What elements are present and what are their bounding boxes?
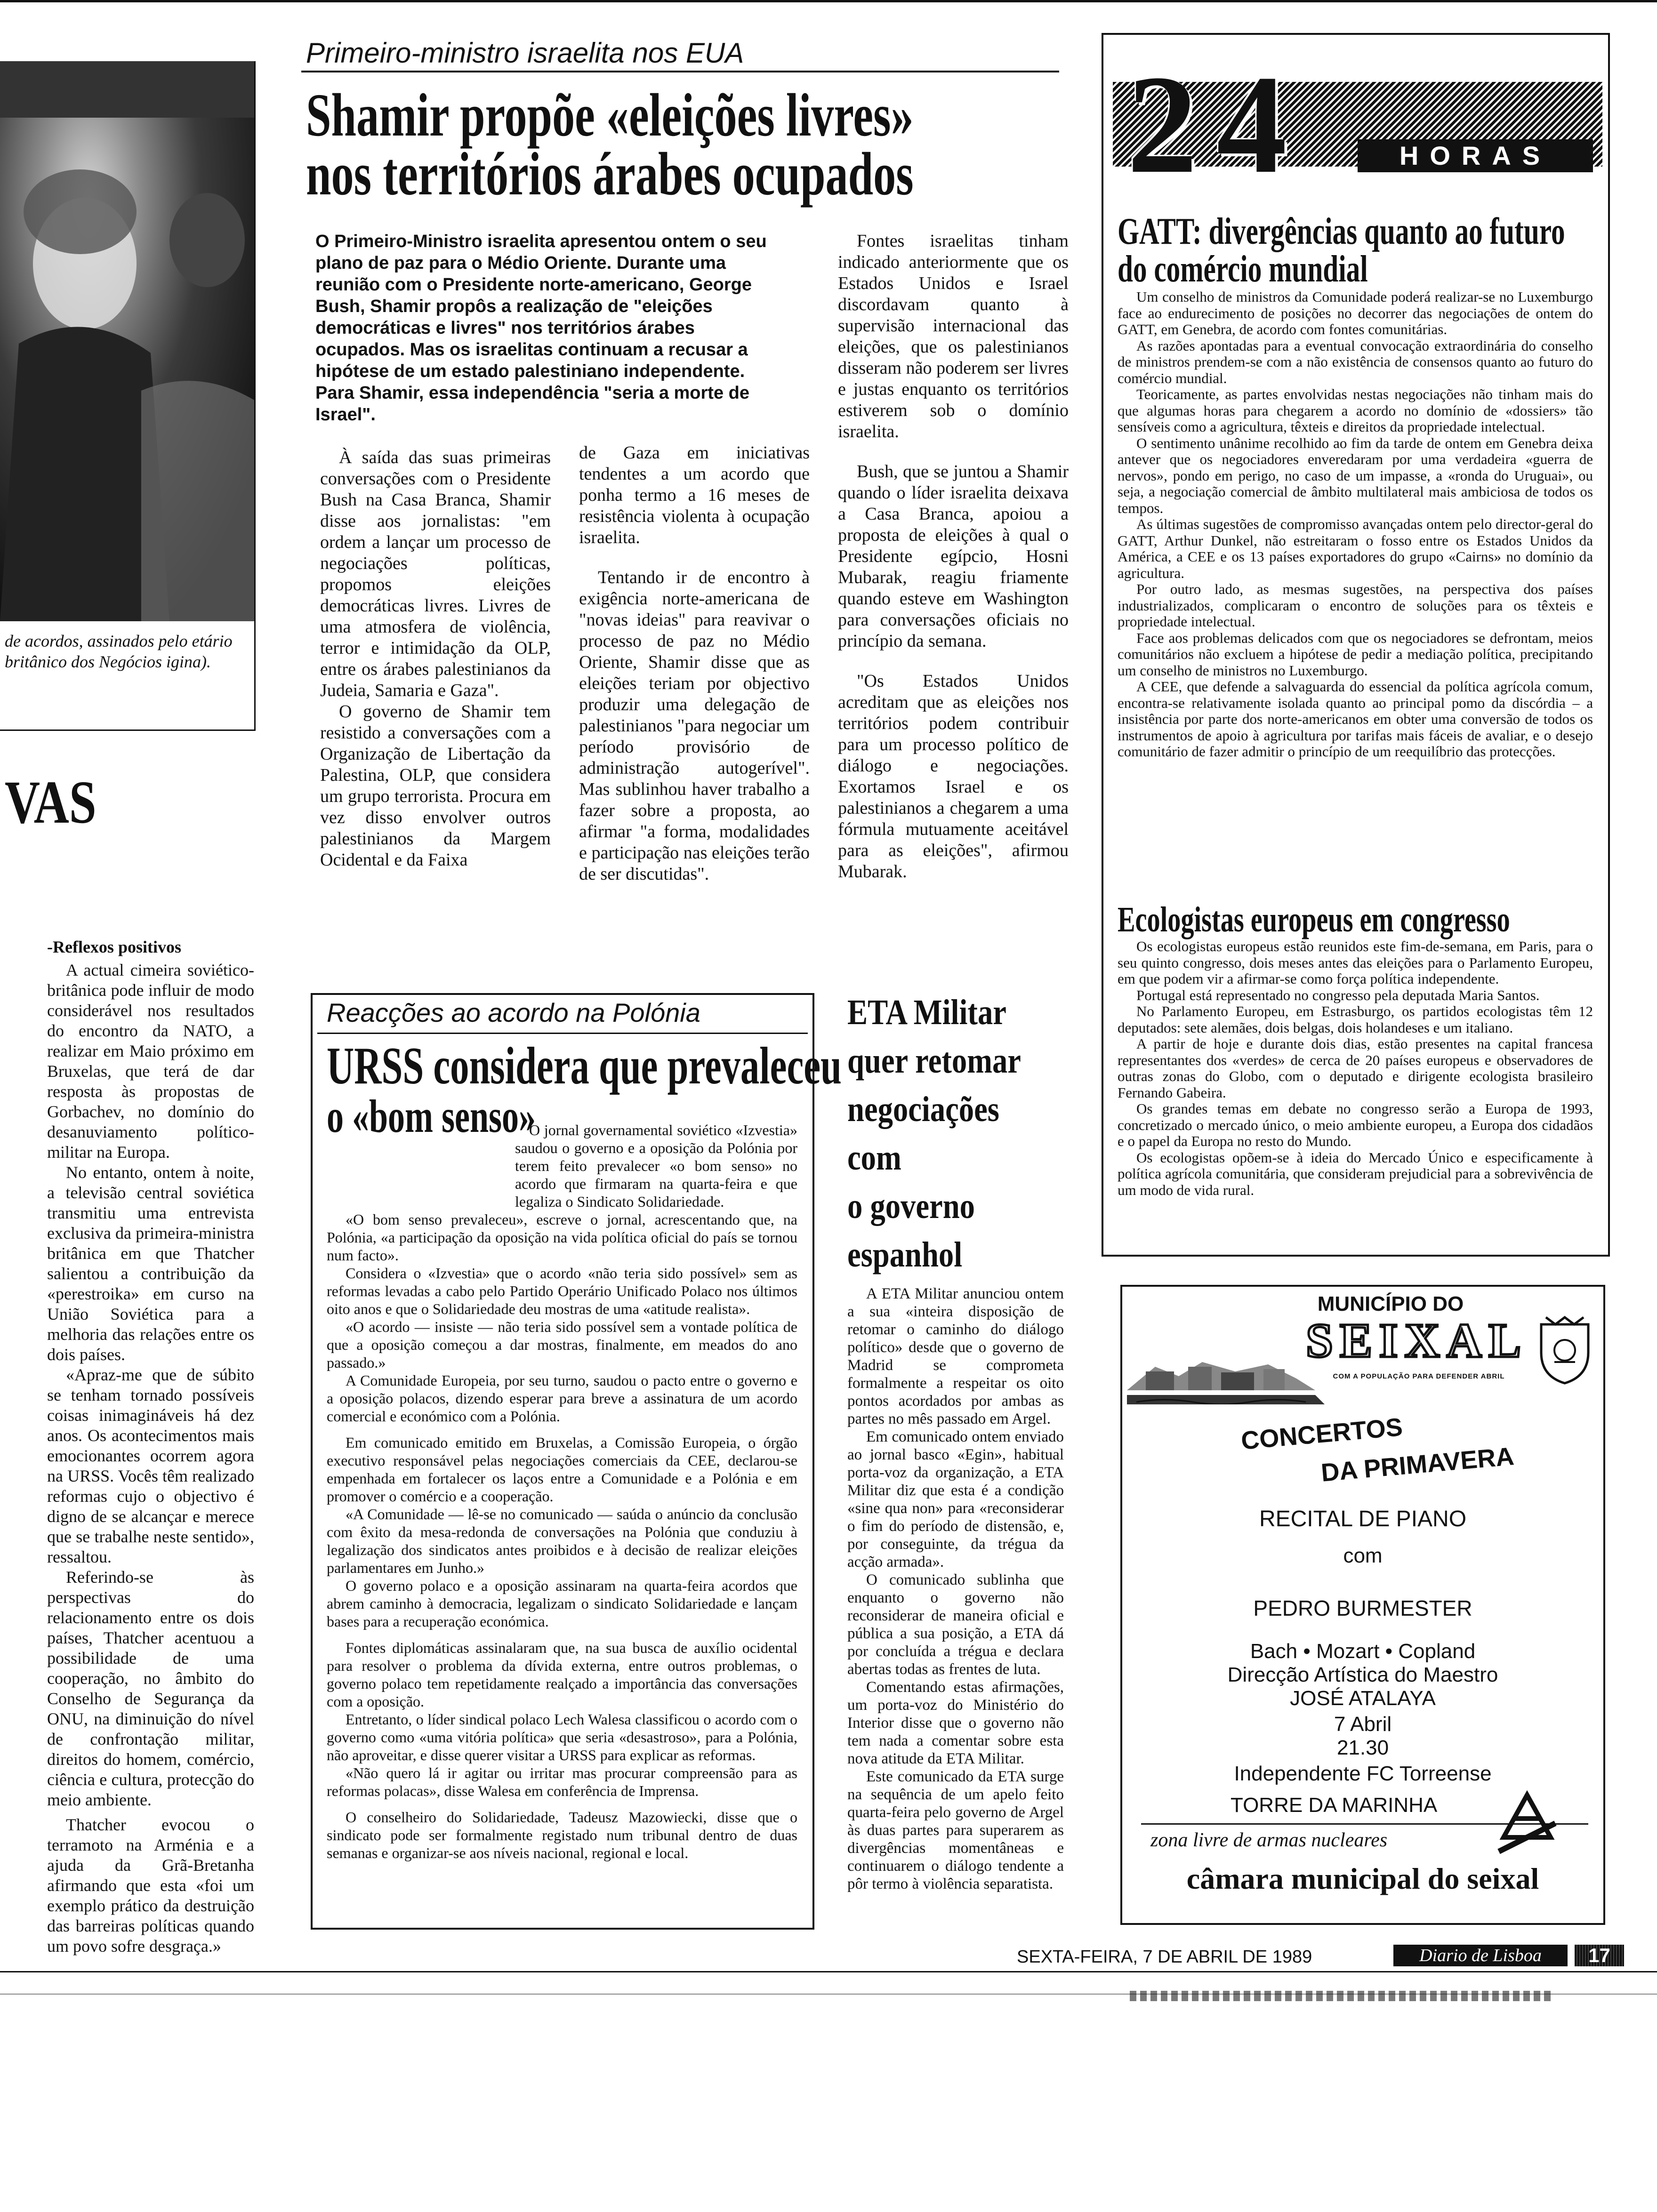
horas-label: HORAS	[1358, 139, 1593, 172]
shamir-paragraph: "Os Estados Unidos acreditam que as eleições nos territórios podem contribuir para um processo político de diálogo e negociações. Exortamos Israel e os palestinianos a chegarem a uma fórmula mutuamente aceitável para as eleições", afirmou Mubarak.	[838, 671, 1069, 882]
urss-paragraph: O governo polaco e a oposição assinaram na quarta-feira acordos que abrem caminho à democracia, legalizam o sindicato Solidariedade e lançam bases para a recuperação económica.	[327, 1577, 797, 1630]
ad-direction: Direcção Artística do Maestro	[1227, 1663, 1498, 1686]
ad-date: 7 Abril	[1334, 1713, 1392, 1736]
seixal-ad	[1120, 1285, 1605, 1925]
ad-recital: RECITAL DE PIANO	[1259, 1507, 1467, 1531]
eta-headline-line: negociações	[847, 1090, 999, 1129]
ad-torre: TORRE DA MARINHA	[1231, 1794, 1438, 1817]
urss-kicker: Reacções ao acordo na Polónia	[327, 998, 700, 1027]
eta-headline	[847, 988, 1064, 1279]
footer-page-number: 17	[1575, 1945, 1624, 1966]
gatt-paragraph: A CEE, que defende a salvaguarda do essencial da política agrícola comum, encontra-se relativamente isolada quanto ao principal pomo da discórdia – a insistência por parte dos norte-americanos em obter uma conversão de todos os instrumentos de apoio à agricultura por tarifas mais fáceis de avaliar, e o desejo comunitário de fazer admitir o princípio de um reequilíbrio das protecções.	[1118, 678, 1593, 760]
urss-paragraph: «A Comunidade — lê-se no comunicado — saúda o anúncio da conclusão com êxito da mesa-redonda de conversações na Polónia que conduziu à legalização dos sindicatos antes proibidos e à decisão de realizar eleições parlamentares em Junho.»	[327, 1506, 797, 1576]
eta-headline-line: o governo	[847, 1186, 975, 1226]
eta-headline-line: ETA Militar	[847, 993, 1006, 1032]
left-paragraph: «Apraz-me que de súbito se tenham tornado possíveis coisas inimagináveis há dez anos. Os acontecimentos mais emocionantes ocorrem agora na URSS. Vocês têm realizado reformas cujo o objectivo é digno de se alcançar e merece que se trabalhe neste sentido», ressaltou.	[47, 1365, 254, 1566]
eta-headline-line: com	[847, 1138, 901, 1178]
gatt-paragraph: Face aos problemas delicados com que os negociadores se defrontam, meios comunitários não excluem a hipótese de pedir a mediação política, precipitando um conselho de ministros no Luxemburgo.	[1118, 629, 1593, 679]
ad-program: Bach • Mozart • Copland	[1250, 1640, 1476, 1663]
gatt-paragraph: As razões apontadas para a eventual convocação extraordinária do conselho de ministros prendem-se com a não existência de consensos quanto ao futuro do comércio mundial.	[1118, 337, 1593, 386]
gatt-paragraph: Teoricamente, as partes envolvidas nestas negociações não tinham mais do que algumas horas para chegarem a acordo no domínio de «dossiers» tão sensíveis como a agricultura, têxteis e direitos da propriedade intelectual.	[1118, 386, 1593, 435]
urss-paragraph: A Comunidade Europeia, por seu turno, saudou o pacto entre o governo e a oposição polacos, dizendo esperar para breve a assinatura de um acordo comercial e económico com a Polónia.	[327, 1372, 797, 1425]
ad-seixal-logo: SEIXAL	[1306, 1314, 1528, 1368]
ad-divider	[1141, 1823, 1588, 1825]
eta-headline-line: quer retomar	[847, 1041, 1021, 1081]
urss-paragraph: Entretanto, o líder sindical polaco Lech Walesa classificou o acordo com o governo como «uma vitória política» que seria «desastroso», para a Polónia, não aproveitar, e disse querer visitar a URSS para explicar as reformas.	[327, 1711, 797, 1763]
left-paragraph: A actual cimeira soviético-britânica pode influir de modo considerável nos resultados do encontro da NATO, a realizar em Maio próximo em Bruxelas, que terá de dar resposta às propostas de Gorbachev, no domínio do desanuviamento político-militar na Europa.	[47, 961, 254, 1162]
left-body	[47, 960, 254, 1956]
ad-maestro: JOSÉ ATALAYA	[1290, 1687, 1436, 1710]
urss-paragraph: Em comunicado emitido em Bruxelas, a Comissão Europeia, o órgão executivo responsável pelas negociações comerciais da CEE, declarou-se empenhada em fortalecer os laços entre a Comunidade e a Polónia e em promover o comércio e a cooperação.	[327, 1434, 797, 1505]
top-rule	[0, 0, 1657, 2]
seixal-ad-header	[1127, 1291, 1601, 1404]
eta-paragraph: O comunicado sublinha que enquanto o governo não reconsiderar de maneira oficial e pública a sua posição, a ETA dá por concluída a trégua e declara abertas todas as frentes de luta.	[847, 1571, 1064, 1678]
shamir-kicker-rule	[301, 71, 1059, 72]
coat-of-arms-icon	[1536, 1315, 1593, 1386]
thatcher-photo	[0, 61, 254, 621]
shamir-paragraph: Fontes israelitas tinham indicado anteriormente que os Estados Unidos e Israel discordavam quanto à supervisão internacional das eleições, que os palestinianos disseram não poderem ser livres e justas enquanto os territórios estiverem sob o domínio israelita.	[838, 231, 1069, 441]
urss-paragraph: «Não quero lá ir agitar ou irritar mas procurar compreensão para as reformas polacas», disse Walesa em conferência de Imprensa.	[327, 1764, 797, 1799]
horas-digits: 24	[1127, 46, 1306, 202]
footer-paper-name: Diario de Lisboa	[1393, 1945, 1568, 1966]
ad-primavera: DA PRIMAVERA	[1320, 1442, 1515, 1487]
photo-image	[0, 61, 254, 621]
shamir-col3	[838, 231, 1069, 882]
eta-body	[847, 1285, 1064, 1893]
eco-headline: Ecologistas europeus em congresso	[1118, 900, 1510, 939]
eco-paragraph: Portugal está representado no congresso pela deputada Maria Santos.	[1136, 986, 1540, 1003]
gatt-paragraph: As últimas sugestões de compromisso avançadas ontem pelo director-geral do GATT, Arthur Dunkel, não estreitaram o fosso entre os Estados Unidos da América, a CEE e os 13 países exportadores do grupo «Cairns» no domínio da agricultura.	[1118, 516, 1593, 581]
footer-date: SEXTA-FEIRA, 7 DE ABRIL DE 1989	[1017, 1947, 1312, 1967]
left-section-fragment: VAS	[5, 769, 97, 836]
gatt-paragraph: Por outro lado, as mesmas sugestões, na perspectiva dos países industrializados, complicaram o encontro de soluções para os têxteis e propriedade intelectual.	[1118, 581, 1593, 630]
ad-camara: câmara municipal do seixal	[1186, 1862, 1539, 1895]
left-subhead: -Reflexos positivos	[47, 938, 181, 956]
photo-caption: de acordos, assinados pelo etário britânico dos Negócios igina).	[5, 632, 233, 671]
eta-paragraph: Comentando estas afirmações, um porta-voz do Ministério do Interior disse que o governo não tem nada a comentar sobre esta nova atitude da ETA Militar.	[847, 1679, 1064, 1767]
ad-concertos: CONCERTOS	[1240, 1413, 1404, 1455]
urss-headline-1: URSS considera que prevaleceu	[327, 1037, 842, 1095]
eta-paragraph: Em comunicado ontem enviado ao jornal basco «Egin», habitual porta-voz da organização, a ETA Militar diz que esta é a condição «sine qua non» para «reconsiderar o fim do período de distensão, e, por conseguinte, da trégua da acção armada».	[847, 1428, 1064, 1571]
eta-paragraph: A ETA Militar anunciou ontem a sua «inteira disposição de retomar o caminho do diálogo político» desde que o governo de Madrid se comprometa formalmente a respeitar os oito pontos acordados por ambas as partes no mês passado em Argel.	[847, 1285, 1064, 1427]
eco-paragraph: A partir de hoje e durante dois dias, estão presentes na capital francesa representantes dos «verdes» de cerca de 20 países europeus e observadores de outras zonas do Globo, com o deputado e dirigente ecologista brasileiro Fernando Gabeira.	[1118, 1035, 1593, 1101]
left-paragraph: No entanto, ontem à noite, a televisão central soviética transmitiu uma entrevista exclusiva da primeira-ministra britânica em que Thatcher salientou a contribuição da «perestroika» em curso na União Soviética para a melhoria das relações entre os dois países.	[47, 1163, 254, 1364]
shamir-headline-1: Shamir propõe «eleições livres»	[306, 81, 914, 149]
bottom-rule	[0, 1994, 1657, 1995]
ad-tagline: COM A POPULAÇÃO PARA DEFENDER ABRIL	[1333, 1372, 1505, 1380]
bleed-through-strip	[1130, 1991, 1553, 2001]
shamir-paragraph: Bush, que se juntou a Shamir quando o líder israelita deixava a Casa Branca, apoiou a proposta de eleições à qual o Presidente egípcio, Hosni Mubarak, reagiu friamente quando esteve em Washington para conversações oficiais no princípio da semana.	[838, 462, 1069, 651]
shamir-paragraph: de Gaza em iniciativas tendentes a um acordo que ponha termo a 16 meses de resistência violenta à ocupação israelita.	[579, 443, 810, 547]
ad-time: 21.30	[1336, 1736, 1389, 1759]
shamir-col1	[320, 447, 551, 871]
urss-headline-2: o «bom senso»	[327, 1090, 536, 1142]
eco-paragraph: Os ecologistas europeus estão reunidos este fim-de-semana, em Paris, para o seu quinto congresso, dois meses antes das eleições para o Parlamento Europeu, em que podem vir a afirmar-se como força política independente.	[1118, 938, 1593, 987]
peace-symbol-icon	[1494, 1786, 1560, 1856]
gatt-headline-2: do comércio mundial	[1118, 248, 1368, 290]
ad-nuclear: zona livre de armas nucleares	[1150, 1829, 1388, 1851]
eco-paragraph: Os grandes temas em debate no congresso serão a Europa de 1993, concretizado o mercado único, o meio ambiente europeu, a Europa dos cidadãos e o papel da Europa no resto do Mundo.	[1118, 1100, 1593, 1149]
shamir-lead: O Primeiro-Ministro israelita apresentou ontem o seu plano de paz para o Médio Oriente. Durante uma reunião com o Presidente norte-americano, George Bush, Shamir propôs a realização de "eleições democráticas e livres" nos territórios árabes ocupados. Mas os israelitas continuam a recusar a hipótese de um estado palestiniano independente. Para Shamir, essa independência "seria a morte de Israel".	[315, 232, 767, 425]
urss-paragraph: «O acordo — insiste — não teria sido possível sem a vontade política de que a oposição começou a dar mostras, finalmente, em meados do ano passado.»	[327, 1318, 797, 1371]
gatt-paragraph: Um conselho de ministros da Comunidade poderá realizar-se no Luxemburgo face ao endurecimento de posições no decorrer das negociações de ontem do GATT, em Genebra, de acordo com fontes comunitárias.	[1118, 289, 1593, 337]
urss-paragraph: Fontes diplomáticas assinalaram que, na sua busca de auxílio ocidental para resolver o problema da dívida externa, entre outros problemas, o governo polaco tem repetidamente realçado a importância das conversações com a oposição.	[327, 1639, 797, 1710]
seixal-coat-of-arms	[1536, 1315, 1593, 1386]
ad-pianist: PEDRO BURMESTER	[1253, 1596, 1472, 1620]
shamir-paragraph: O governo de Shamir tem resistido a conversações com a Organização de Libertação da Palestina, OLP, que considera um grupo terrorista. Procura em vez disso envolver outros palestinianos da Margem Ocidental e da Faixa	[320, 702, 551, 870]
shamir-paragraph: Tentando ir de encontro à exigência norte-americana de "novas ideias" para reavivar o processo de paz no Médio Oriente, Shamir disse que as eleições teriam por objectivo produzir uma delegação de palestinianos "para negociar um período provisório de administração autogerível". Mas sublinhou haver trabalho a fazer sobre a proposta, ao afirmar "a forma, modalidades e participação nas eleições terão de ser discutidas".	[579, 568, 810, 884]
eco-paragraph: Os ecologistas opõem-se à ideia do Mercado Único e especificamente à política agrícola comunitária, que consideram prejudicial para a sobrevivência de um modo de vida rural.	[1118, 1149, 1593, 1198]
ad-com: com	[1343, 1544, 1383, 1567]
gatt-paragraph: O sentimento unânime recolhido ao fim da tarde de ontem em Genebra deixa antever que os negociadores enveredaram por uma verdadeira «guerra de nervos», pondo em perigo, no caso de um impasse, a «ronda do Uruguai», ou seja, a negociação comercial de âmbito multilateral mais ambiciosa de todos os tempos.	[1118, 434, 1593, 516]
eta-headline-line: espanhol	[847, 1235, 963, 1274]
gatt-body	[1118, 289, 1593, 760]
ad-peace-logo	[1494, 1786, 1560, 1856]
left-paragraph: Referindo-se às perspectivas do relacionamento entre os dois países, Thatcher acentuou a possibilidade de uma cooperação, no âmbito do Conselho de Segurança da ONU, na diminuição do nível de confrontação militar, direitos do homem, comércio, ciência e cultura, protecção do meio ambiente.	[47, 1568, 254, 1809]
eco-body	[1118, 938, 1593, 1198]
urss-body	[327, 1121, 797, 1862]
gatt-headline-1: GATT: divergências quanto ao futuro	[1118, 211, 1565, 252]
horas-box	[1102, 33, 1610, 1257]
left-article	[47, 937, 254, 1956]
shamir-headline-2: nos territórios árabes ocupados	[306, 140, 914, 208]
shamir-col2	[579, 442, 810, 885]
footer-rule	[0, 1971, 1657, 1972]
shamir-kicker: Primeiro-ministro israelita nos EUA	[306, 37, 744, 69]
urss-kicker-rule	[317, 1033, 808, 1034]
urss-box	[311, 993, 842, 1930]
eco-paragraph: No Parlamento Europeu, em Estrasburgo, os partidos ecologistas têm 12 deputados: sete alemães, dois belgas, dois holandeses e um italiano.	[1118, 1003, 1593, 1036]
shamir-paragraph: À saída das suas primeiras conversações com o Presidente Bush na Casa Branca, Shamir disse aos jornalistas: "em ordem a lançar um processo de negociações políticas, propomos eleições democráticas livres. Livres de uma atmosfera de violência, terror e intimidação da OLP, entre os árabes palestinianos da Judeia, Samaria e Gaza".	[320, 448, 551, 700]
left-paragraph: Thatcher evocou o terramoto na Arménia e a ajuda da Grã-Bretanha afirmando que esta «foi um exemplo prático da destruição das barreiras políticas quando um povo sofre desgraça.»	[47, 1815, 254, 1956]
urss-paragraph: O jornal governamental soviético «Izvestia» saudou o governo e a oposição da Polónia por terem feito prevalecer «o bom senso» no acordo que firmaram na quarta-feira e que legaliza o Sindicato Solidariedade.	[515, 1122, 797, 1210]
ad-venue: Independente FC Torreense	[1234, 1762, 1492, 1785]
urss-paragraph: Considera o «Izvestia» que o acordo «não teria sido possível» sem as reformas levadas a cabo pelo Partido Operário Unificado Polaco nos últimos oito anos e que o Solidariedade deu mostras de uma «atitude realista».	[327, 1265, 797, 1317]
eta-paragraph: Este comunicado da ETA surge na sequência de um apelo feito quarta-feira pelo governo de Argel às duas partes para superarem as divergências momentâneas e continuarem o diálogo tendente a pôr termo à violência separatista.	[847, 1768, 1064, 1892]
urss-paragraph: «O bom senso prevaleceu», escreve o jornal, acrescentando que, na Polónia, «a participação da oposição na vida política oficial do país se tornou num facto».	[327, 1211, 797, 1264]
horas-banner	[1113, 46, 1602, 202]
left-photo-frame	[0, 61, 256, 731]
urss-paragraph: O conselheiro do Solidariedade, Tadeusz Mazowiecki, disse que o sindicato pode ser formalmente registado num tribunal dentro de duas semanas e organizar-se aos níveis nacional, regional e local.	[327, 1809, 797, 1861]
ad-municipio: MUNICÍPIO DO	[1317, 1292, 1464, 1315]
